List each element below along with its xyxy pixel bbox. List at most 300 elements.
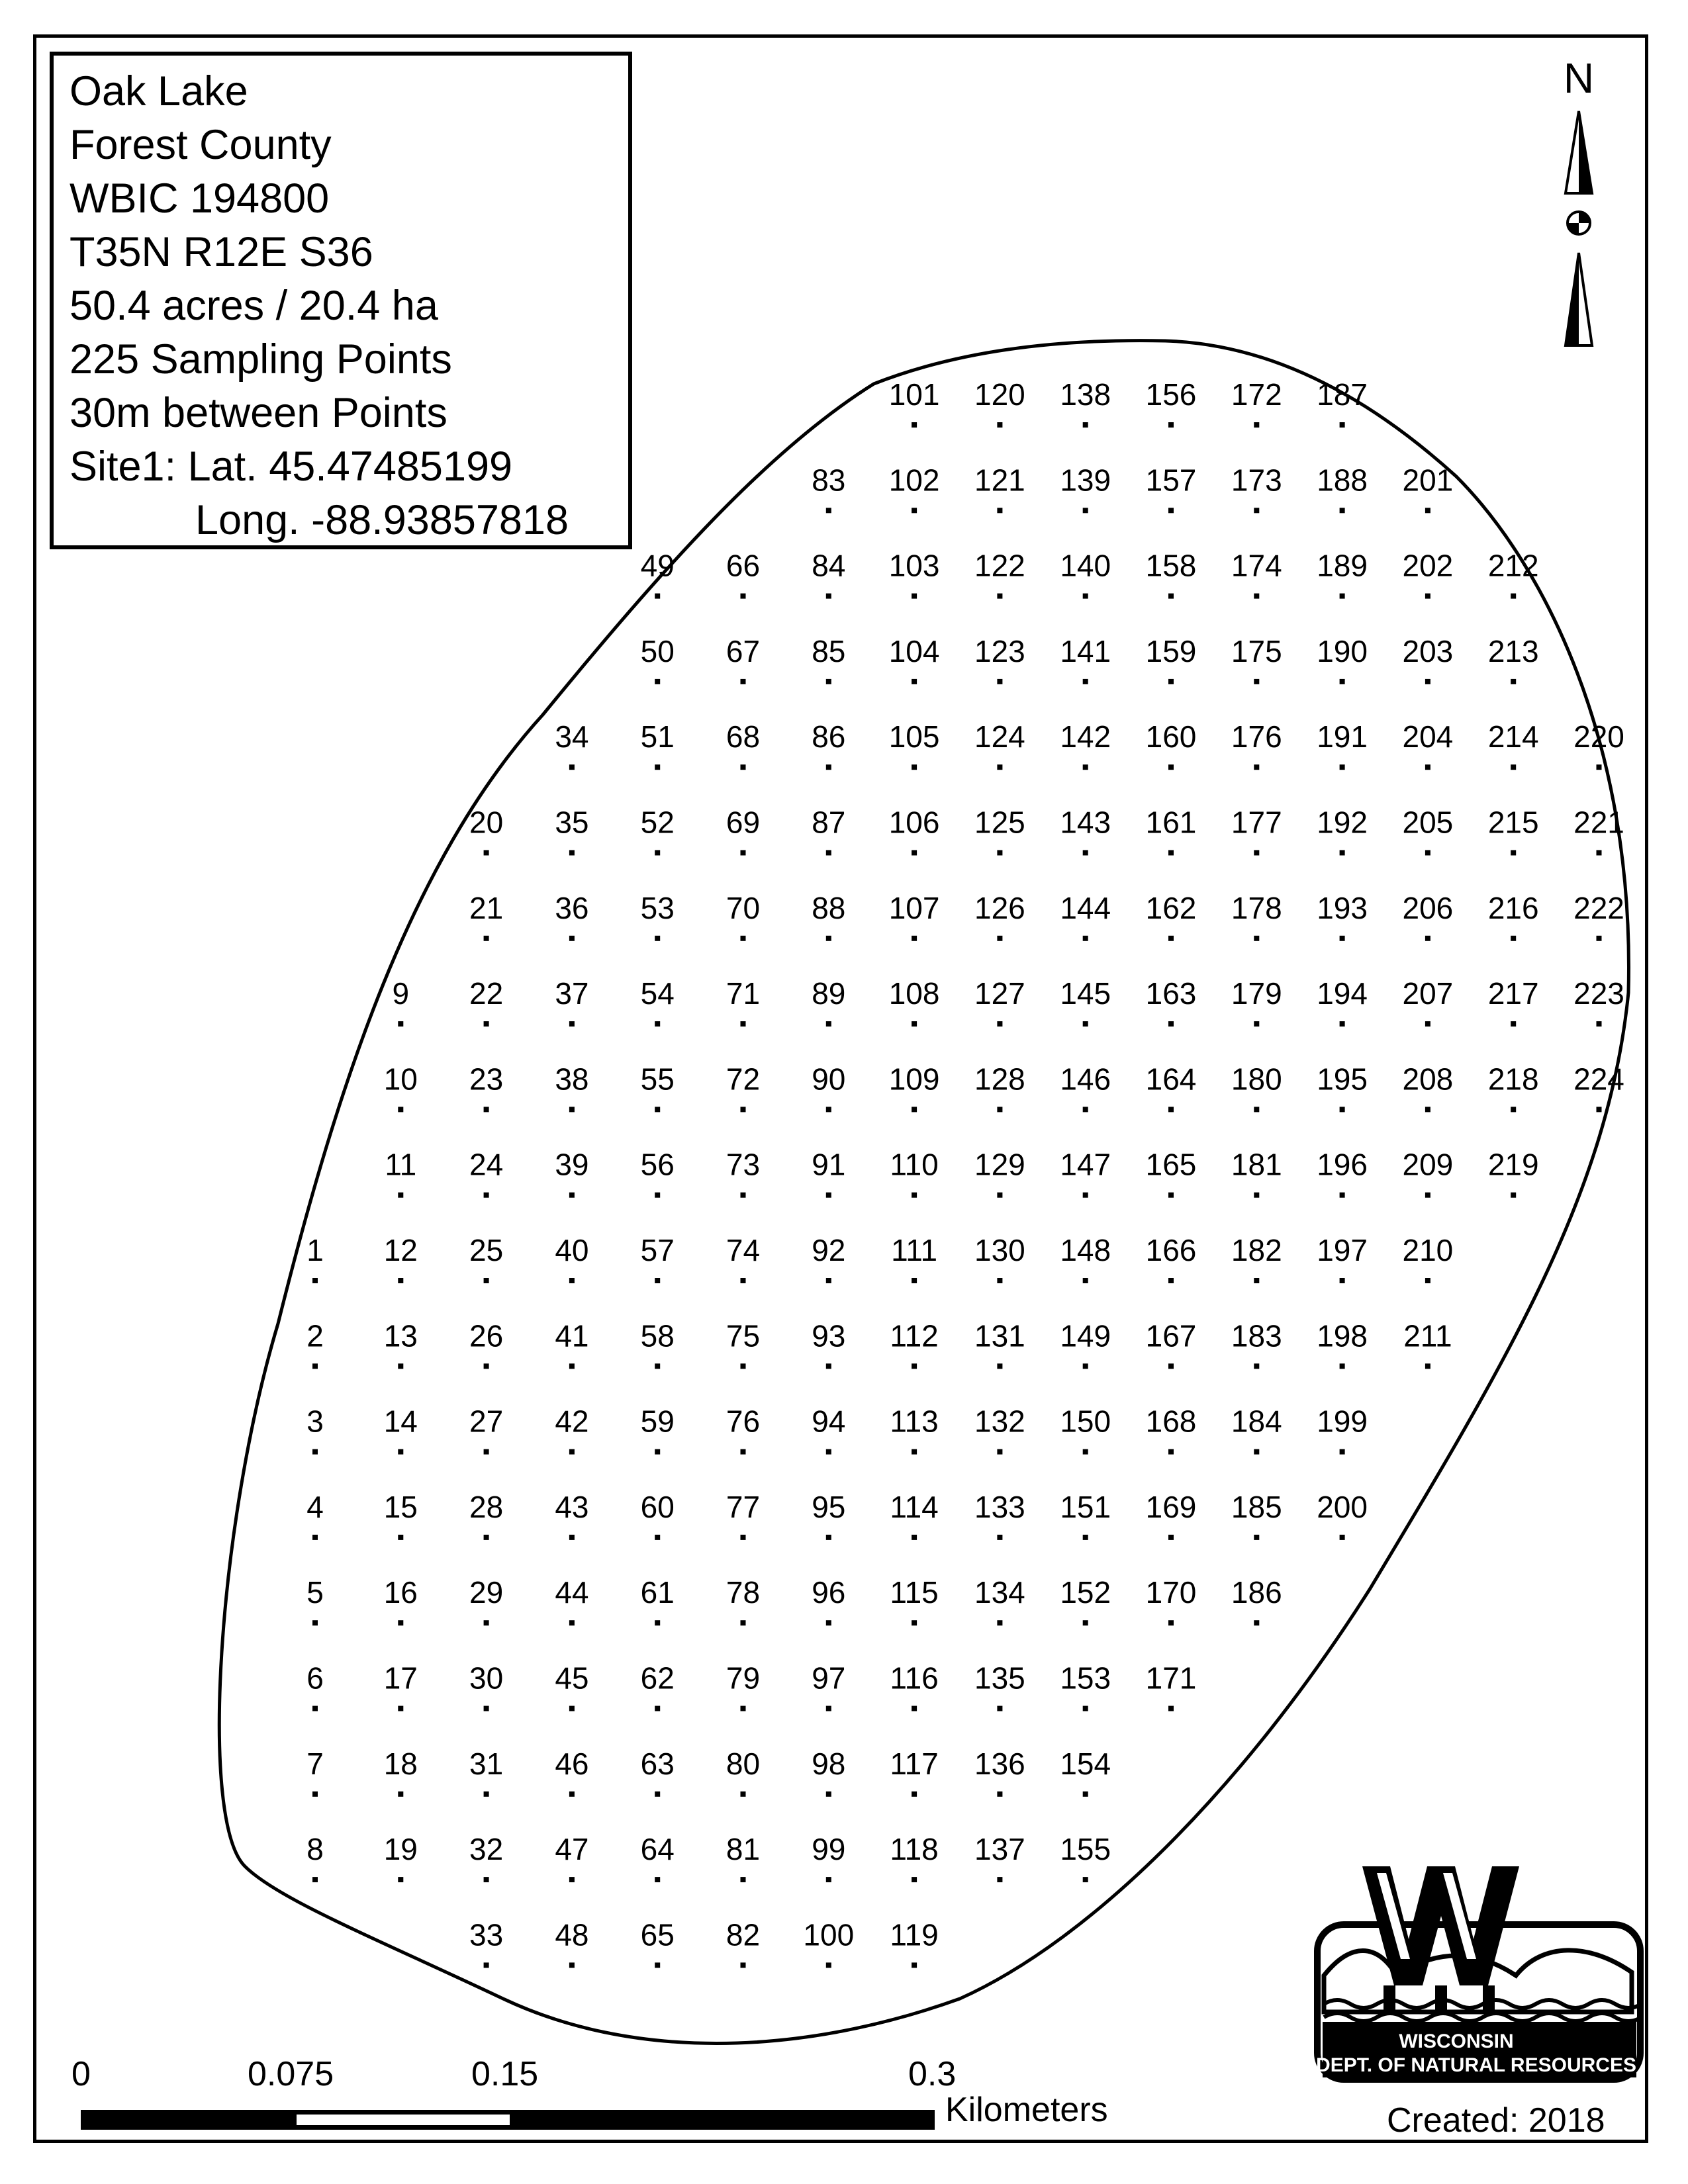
sampling-point-marker: [741, 850, 746, 856]
sampling-point-marker: [569, 1706, 575, 1711]
sampling-point-label: 23: [469, 1062, 504, 1097]
sampling-point-label: 60: [640, 1489, 675, 1524]
sampling-point-marker: [569, 1107, 575, 1112]
sampling-point-label: 162: [1145, 890, 1197, 925]
sampling-point-marker: [741, 1449, 746, 1455]
sampling-point-marker: [484, 1021, 489, 1026]
sampling-point-marker: [826, 594, 831, 599]
sampling-point-marker: [484, 1535, 489, 1540]
sampling-point-label: 81: [726, 1832, 761, 1867]
sampling-point-label: 131: [974, 1318, 1025, 1353]
sampling-point-label: 155: [1060, 1832, 1111, 1867]
sampling-point-label: 122: [974, 548, 1025, 583]
sampling-point-marker: [398, 1792, 403, 1797]
sampling-point-label: 164: [1145, 1062, 1197, 1097]
sampling-point-label: 30: [469, 1661, 504, 1696]
sampling-point-marker: [912, 850, 917, 856]
sampling-point-label: 37: [555, 976, 589, 1011]
sampling-point-marker: [1168, 1107, 1174, 1112]
scale-tick-03: 0.3: [908, 2055, 957, 2093]
sampling-point-marker: [569, 1021, 575, 1026]
sampling-point-label: 22: [469, 976, 504, 1011]
scale-unit: Kilometers: [945, 2091, 1108, 2129]
sampling-point-marker: [569, 1363, 575, 1369]
sampling-point-label: 56: [640, 1147, 675, 1182]
sampling-point-label: 46: [555, 1746, 589, 1781]
sampling-point-marker: [484, 936, 489, 941]
sampling-point-label: 105: [888, 719, 940, 754]
sampling-point-label: 19: [383, 1832, 418, 1867]
sampling-point-marker: [1425, 1363, 1430, 1369]
sampling-point-marker: [569, 1620, 575, 1625]
sampling-point-label: 123: [974, 633, 1025, 668]
sampling-point-label: 217: [1487, 976, 1539, 1011]
sampling-point-label: 31: [469, 1746, 504, 1781]
sampling-point-label: 139: [1060, 463, 1111, 498]
sampling-point-label: 200: [1317, 1489, 1368, 1524]
sampling-point-label: 215: [1487, 805, 1539, 840]
sampling-point-label: 4: [306, 1489, 324, 1524]
sampling-point-marker: [997, 1877, 1002, 1882]
sampling-point-marker: [997, 1535, 1002, 1540]
sampling-point-label: 77: [726, 1489, 761, 1524]
sampling-point-label: 101: [888, 377, 940, 412]
sampling-point-marker: [912, 1193, 917, 1198]
sampling-point-label: 61: [640, 1575, 675, 1610]
sampling-point-label: 59: [640, 1404, 675, 1439]
sampling-point-label: 82: [726, 1917, 761, 1952]
sampling-point-label: 120: [974, 377, 1025, 412]
sampling-point-marker: [1597, 764, 1602, 770]
north-arrow-icon: [1564, 54, 1594, 345]
sampling-point-marker: [312, 1278, 318, 1283]
sampling-point-marker: [398, 1620, 403, 1625]
sampling-point-marker: [1597, 1107, 1602, 1112]
sampling-point-marker: [997, 1107, 1002, 1112]
sampling-point-marker: [312, 1449, 318, 1455]
sampling-point-marker: [1254, 850, 1259, 856]
sampling-point-marker: [826, 1535, 831, 1540]
sampling-point-label: 130: [974, 1233, 1025, 1267]
sampling-point-marker: [1597, 936, 1602, 941]
sampling-point-marker: [1597, 850, 1602, 856]
sampling-point-label: 194: [1317, 976, 1368, 1011]
sampling-point-marker: [997, 936, 1002, 941]
sampling-point-marker: [1168, 679, 1174, 684]
sampling-point-marker: [398, 1449, 403, 1455]
sampling-point-marker: [1425, 1193, 1430, 1198]
sampling-point-label: 48: [555, 1917, 589, 1952]
sampling-point-label: 94: [812, 1404, 846, 1439]
sampling-point-marker: [826, 1877, 831, 1882]
sampling-point-marker: [1254, 1193, 1259, 1198]
sampling-point-label: 83: [812, 463, 846, 498]
sampling-point-marker: [1083, 1278, 1088, 1283]
sampling-point-label: 73: [726, 1147, 761, 1182]
sampling-point-marker: [1254, 1535, 1259, 1540]
sampling-point-marker: [912, 1107, 917, 1112]
sampling-point-label: 149: [1060, 1318, 1111, 1353]
sampling-point-marker: [912, 1535, 917, 1540]
sampling-point-label: 159: [1145, 633, 1197, 668]
sampling-point-label: 107: [888, 890, 940, 925]
sampling-point-label: 80: [726, 1746, 761, 1781]
dnr-logo: [1316, 1866, 1642, 2079]
sampling-point-marker: [312, 1706, 318, 1711]
sampling-point-label: 111: [891, 1233, 938, 1267]
sampling-point-marker: [1511, 850, 1516, 856]
sampling-point-label: 100: [803, 1917, 855, 1952]
sampling-point-label: 72: [726, 1062, 761, 1097]
sampling-point-marker: [1168, 1021, 1174, 1026]
sampling-point-marker: [1425, 1278, 1430, 1283]
sampling-point-label: 216: [1487, 890, 1539, 925]
sampling-point-marker: [1168, 1535, 1174, 1540]
sampling-point-marker: [1254, 508, 1259, 513]
sampling-point-label: 2: [306, 1318, 324, 1353]
sampling-point-marker: [1254, 764, 1259, 770]
sampling-point-label: 135: [974, 1661, 1025, 1696]
sampling-point-marker: [1083, 764, 1088, 770]
sampling-point-marker: [912, 1620, 917, 1625]
sampling-point-marker: [826, 1363, 831, 1369]
info-box: [50, 52, 632, 549]
sampling-point-label: 76: [726, 1404, 761, 1439]
sampling-point-marker: [655, 1706, 660, 1711]
sampling-point-marker: [569, 850, 575, 856]
sampling-point-label: 117: [890, 1746, 939, 1781]
sampling-point-label: 145: [1060, 976, 1111, 1011]
sampling-point-marker: [741, 679, 746, 684]
sampling-point-label: 179: [1231, 976, 1282, 1011]
sampling-point-marker: [1083, 1107, 1088, 1112]
sampling-point-label: 38: [555, 1062, 589, 1097]
sampling-point-label: 157: [1145, 463, 1197, 498]
sampling-point-marker: [1425, 850, 1430, 856]
sampling-point-marker: [398, 1278, 403, 1283]
sampling-point-marker: [484, 1363, 489, 1369]
scale-bar: [81, 2110, 935, 2130]
sampling-point-marker: [997, 1021, 1002, 1026]
sampling-point-label: 57: [640, 1233, 675, 1267]
sampling-point-label: 26: [469, 1318, 504, 1353]
sampling-point-marker: [655, 1620, 660, 1625]
sampling-point-marker: [484, 850, 489, 856]
sampling-point-marker: [1083, 1792, 1088, 1797]
sampling-point-marker: [1425, 1021, 1430, 1026]
sampling-point-label: 86: [812, 719, 846, 754]
sampling-point-marker: [1168, 764, 1174, 770]
sampling-point-marker: [1083, 1877, 1088, 1882]
logo-line2: DEPT. OF NATURAL RESOURCES: [1316, 2054, 1636, 2076]
sampling-point-label: 90: [812, 1062, 846, 1097]
sampling-point-marker: [826, 1962, 831, 1968]
sampling-point-marker: [997, 1363, 1002, 1369]
sampling-point-marker: [1168, 1193, 1174, 1198]
sampling-point-label: 74: [726, 1233, 761, 1267]
sampling-point-label: 63: [640, 1746, 675, 1781]
sampling-point-label: 20: [469, 805, 504, 840]
sampling-point-marker: [1168, 422, 1174, 428]
sampling-point-label: 103: [888, 548, 940, 583]
sampling-point-label: 118: [890, 1832, 939, 1867]
sampling-point-marker: [312, 1535, 318, 1540]
sampling-point-marker: [569, 1449, 575, 1455]
sampling-point-marker: [1083, 679, 1088, 684]
sampling-point-marker: [1083, 850, 1088, 856]
sampling-point-label: 196: [1317, 1147, 1368, 1182]
sampling-point-label: 144: [1060, 890, 1111, 925]
scale-tick-0: 0: [71, 2055, 91, 2093]
sampling-point-marker: [569, 1535, 575, 1540]
sampling-point-marker: [741, 936, 746, 941]
sampling-point-label: 223: [1573, 976, 1624, 1011]
sampling-point-label: 28: [469, 1489, 504, 1524]
sampling-point-marker: [655, 1535, 660, 1540]
sampling-point-label: 95: [812, 1489, 846, 1524]
sampling-point-label: 68: [726, 719, 761, 754]
sampling-point-marker: [741, 594, 746, 599]
sampling-point-label: 148: [1060, 1233, 1111, 1267]
sampling-point-marker: [1168, 850, 1174, 856]
sampling-point-marker: [997, 508, 1002, 513]
sampling-point-marker: [1083, 1363, 1088, 1369]
sampling-point-label: 13: [383, 1318, 418, 1353]
sampling-point-label: 152: [1060, 1575, 1111, 1610]
sampling-point-label: 49: [640, 548, 675, 583]
sampling-point-label: 222: [1573, 890, 1624, 925]
sampling-point-marker: [655, 594, 660, 599]
sampling-point-label: 121: [974, 463, 1025, 498]
sampling-point-marker: [569, 1962, 575, 1968]
sampling-point-label: 175: [1231, 633, 1282, 668]
sampling-point-marker: [1168, 594, 1174, 599]
sampling-point-marker: [1511, 679, 1516, 684]
lake-shoreline: [219, 341, 1628, 2044]
north-label: N: [1563, 54, 1595, 102]
sampling-point-label: 45: [555, 1661, 589, 1696]
sampling-point-marker: [1340, 422, 1345, 428]
sampling-point-marker: [826, 850, 831, 856]
sampling-point-marker: [1340, 1449, 1345, 1455]
sampling-point-label: 58: [640, 1318, 675, 1353]
sampling-point-marker: [1340, 850, 1345, 856]
sampling-point-marker: [912, 764, 917, 770]
sampling-point-label: 102: [888, 463, 940, 498]
sampling-point-label: 142: [1060, 719, 1111, 754]
sampling-point-marker: [655, 1021, 660, 1026]
sampling-point-label: 170: [1145, 1575, 1197, 1610]
sampling-point-label: 92: [812, 1233, 846, 1267]
sampling-point-label: 182: [1231, 1233, 1282, 1267]
sampling-point-label: 66: [726, 548, 761, 583]
logo-line1: WISCONSIN: [1399, 2030, 1514, 2052]
sampling-points: [306, 377, 1624, 1968]
sampling-point-label: 39: [555, 1147, 589, 1182]
sampling-point-label: 198: [1317, 1318, 1368, 1353]
sampling-point-label: 183: [1231, 1318, 1282, 1353]
sampling-point-label: 132: [974, 1404, 1025, 1439]
sampling-point-marker: [1083, 1021, 1088, 1026]
sampling-point-marker: [826, 936, 831, 941]
sampling-point-marker: [741, 1962, 746, 1968]
sampling-point-marker: [1511, 764, 1516, 770]
sampling-point-label: 211: [1403, 1318, 1452, 1353]
sampling-point-marker: [398, 1706, 403, 1711]
sampling-point-label: 75: [726, 1318, 761, 1353]
sampling-point-label: 156: [1145, 377, 1197, 412]
sampling-point-label: 110: [890, 1147, 939, 1182]
sampling-point-marker: [1254, 1363, 1259, 1369]
point-spacing: 30m between Points: [70, 390, 447, 436]
sampling-point-marker: [1511, 936, 1516, 941]
sampling-point-label: 89: [812, 976, 846, 1011]
sampling-point-label: 137: [974, 1832, 1025, 1867]
sampling-point-label: 114: [890, 1489, 939, 1524]
sampling-point-marker: [569, 1877, 575, 1882]
sampling-point-marker: [655, 1278, 660, 1283]
sampling-point-label: 167: [1145, 1318, 1197, 1353]
township-range: T35N R12E S36: [70, 229, 373, 275]
sampling-point-marker: [1511, 1021, 1516, 1026]
sampling-point-label: 33: [469, 1917, 504, 1952]
sampling-point-marker: [1254, 679, 1259, 684]
sampling-point-label: 54: [640, 976, 675, 1011]
sampling-point-marker: [1340, 508, 1345, 513]
sampling-point-label: 206: [1402, 890, 1454, 925]
sampling-point-marker: [1254, 1107, 1259, 1112]
sampling-point-marker: [569, 936, 575, 941]
sampling-point-label: 8: [306, 1832, 324, 1867]
sampling-point-label: 40: [555, 1233, 589, 1267]
sampling-point-marker: [741, 1535, 746, 1540]
sampling-point-label: 88: [812, 890, 846, 925]
sampling-point-label: 50: [640, 633, 675, 668]
sampling-point-marker: [1254, 422, 1259, 428]
sampling-point-marker: [741, 1363, 746, 1369]
sampling-point-marker: [398, 1021, 403, 1026]
sampling-point-label: 113: [890, 1404, 939, 1439]
wbic: WBIC 194800: [70, 175, 330, 222]
sampling-point-label: 168: [1145, 1404, 1197, 1439]
sampling-point-marker: [569, 1278, 575, 1283]
sampling-point-label: 220: [1573, 719, 1624, 754]
sampling-point-marker: [1340, 936, 1345, 941]
sampling-point-label: 201: [1402, 463, 1454, 498]
sampling-point-label: 138: [1060, 377, 1111, 412]
sampling-point-label: 193: [1317, 890, 1368, 925]
sampling-point-label: 128: [974, 1062, 1025, 1097]
sampling-point-marker: [655, 1877, 660, 1882]
sampling-point-label: 108: [888, 976, 940, 1011]
sampling-point-marker: [741, 764, 746, 770]
sampling-point-label: 180: [1231, 1062, 1282, 1097]
sampling-point-marker: [912, 422, 917, 428]
sampling-point-marker: [912, 679, 917, 684]
sampling-point-label: 10: [383, 1062, 418, 1097]
sampling-point-marker: [1340, 764, 1345, 770]
sampling-point-marker: [912, 1706, 917, 1711]
sampling-point-marker: [655, 1792, 660, 1797]
created-date: Created: 2018: [1387, 2101, 1605, 2140]
sampling-point-label: 25: [469, 1233, 504, 1267]
sampling-point-marker: [741, 1278, 746, 1283]
sampling-point-marker: [741, 1620, 746, 1625]
sampling-point-label: 43: [555, 1489, 589, 1524]
sampling-point-label: 176: [1231, 719, 1282, 754]
sampling-point-marker: [655, 764, 660, 770]
sampling-point-marker: [655, 1449, 660, 1455]
sampling-point-marker: [997, 850, 1002, 856]
sampling-point-marker: [1168, 508, 1174, 513]
sampling-point-marker: [655, 1363, 660, 1369]
sampling-point-marker: [741, 1706, 746, 1711]
sampling-point-label: 133: [974, 1489, 1025, 1524]
sampling-point-marker: [312, 1363, 318, 1369]
sampling-point-marker: [997, 422, 1002, 428]
sampling-point-label: 224: [1573, 1062, 1624, 1097]
sampling-point-marker: [484, 1706, 489, 1711]
sampling-point-label: 47: [555, 1832, 589, 1867]
sampling-point-label: 184: [1231, 1404, 1282, 1439]
sampling-point-label: 24: [469, 1147, 504, 1182]
sampling-points-count: 225 Sampling Points: [70, 336, 452, 383]
sampling-point-marker: [1425, 764, 1430, 770]
sampling-point-label: 146: [1060, 1062, 1111, 1097]
sampling-point-marker: [912, 508, 917, 513]
sampling-point-marker: [398, 1193, 403, 1198]
sampling-point-marker: [1254, 936, 1259, 941]
sampling-point-label: 219: [1487, 1147, 1539, 1182]
sampling-point-label: 213: [1487, 633, 1539, 668]
sampling-point-marker: [912, 1278, 917, 1283]
sampling-point-label: 64: [640, 1832, 675, 1867]
sampling-point-label: 5: [306, 1575, 324, 1610]
sampling-point-label: 14: [383, 1404, 418, 1439]
sampling-point-label: 172: [1231, 377, 1282, 412]
sampling-point-marker: [1168, 1620, 1174, 1625]
sampling-point-label: 169: [1145, 1489, 1197, 1524]
sampling-point-label: 125: [974, 805, 1025, 840]
sampling-point-marker: [484, 1193, 489, 1198]
sampling-point-marker: [912, 1792, 917, 1797]
sampling-point-marker: [655, 1107, 660, 1112]
sampling-point-marker: [484, 1792, 489, 1797]
sampling-point-label: 116: [890, 1661, 939, 1696]
sampling-point-label: 151: [1060, 1489, 1111, 1524]
sampling-point-marker: [826, 764, 831, 770]
sampling-point-label: 78: [726, 1575, 761, 1610]
sampling-point-label: 97: [812, 1661, 846, 1696]
sampling-point-marker: [826, 1449, 831, 1455]
sampling-point-label: 69: [726, 805, 761, 840]
sampling-point-marker: [1168, 1706, 1174, 1711]
sampling-point-marker: [1340, 679, 1345, 684]
sampling-point-marker: [1425, 508, 1430, 513]
sampling-point-label: 141: [1060, 633, 1111, 668]
sampling-point-marker: [398, 1877, 403, 1882]
sampling-point-marker: [1083, 1449, 1088, 1455]
sampling-point-label: 186: [1231, 1575, 1282, 1610]
sampling-point-label: 98: [812, 1746, 846, 1781]
sampling-point-label: 158: [1145, 548, 1197, 583]
sampling-point-label: 17: [383, 1661, 418, 1696]
sampling-point-marker: [484, 1962, 489, 1968]
sampling-point-marker: [655, 679, 660, 684]
sampling-point-label: 150: [1060, 1404, 1111, 1439]
sampling-point-marker: [484, 1877, 489, 1882]
sampling-point-label: 207: [1402, 976, 1454, 1011]
